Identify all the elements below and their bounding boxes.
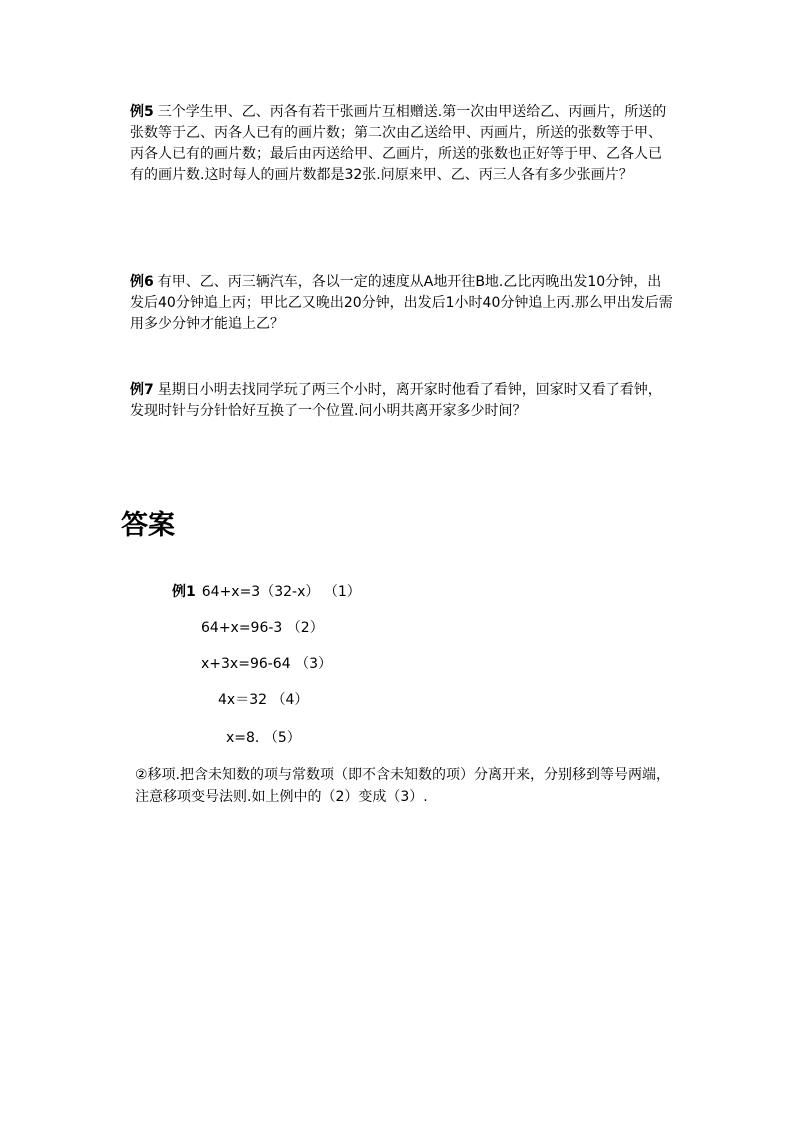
example-6-label: 例6 — [130, 274, 154, 290]
example-7-label: 例7 — [130, 382, 154, 398]
equation-3: x+3x=96-64 （3） — [201, 656, 332, 672]
answer-line-3 — [201, 654, 332, 674]
equation-1: 64+x=3（32-x） （1） — [201, 584, 361, 600]
equation-5: x=8. （5） — [226, 730, 301, 746]
example-5-text: 三个学生甲、乙、丙各有若干张画片互相赠送.第一次由甲送给乙、丙画片，所送的张数等于乙、丙各人已有的画片数；第二次由乙送给甲、丙画片，所送的张数等于甲、丙各人已有的画片数；最后由丙送给甲、乙画片，所送的张数也正好等于甲、乙各人已有的画片数.这时每人的画片数都是32张.问原来甲、乙、丙三人各有多少张画片？ — [130, 104, 667, 183]
answer-example-1-label: 例1 — [172, 584, 196, 600]
answers-heading: 答案 — [121, 510, 175, 541]
equation-4: 4x＝32 （4） — [218, 692, 309, 708]
equation-2: 64+x=96-3 （2） — [201, 620, 324, 636]
example-5-problem — [130, 102, 675, 186]
answer-line-5 — [226, 728, 301, 748]
transposition-note: ②移项.把含未知数的项与常数项（即不含未知数的项）分离开来，分别移到等号两端，注意移项变号法则.如上例中的（2）变成（3）. — [135, 767, 670, 805]
example-6-problem — [130, 272, 675, 335]
example-6-text: 有甲、乙、丙三辆汽车，各以一定的速度从A地开往B地.乙比丙晚出发10分钟，出发后40分钟追上丙；甲比乙又晚出20分钟，出发后1小时40分钟追上丙.那么甲出发后需用多少分钟才能追上乙？ — [130, 274, 673, 332]
answer-line-2 — [201, 618, 324, 638]
answer-line-1 — [172, 582, 361, 602]
answer-line-4 — [218, 690, 308, 710]
example-7-text: 星期日小明去找同学玩了两三个小时，离开家时他看了看钟，回家时又看了看钟，发现时针与分针恰好互换了一个位置.问小明共离开家多少时间？ — [130, 382, 662, 419]
example-5-label: 例5 — [130, 104, 154, 120]
example-7-problem — [130, 380, 675, 422]
